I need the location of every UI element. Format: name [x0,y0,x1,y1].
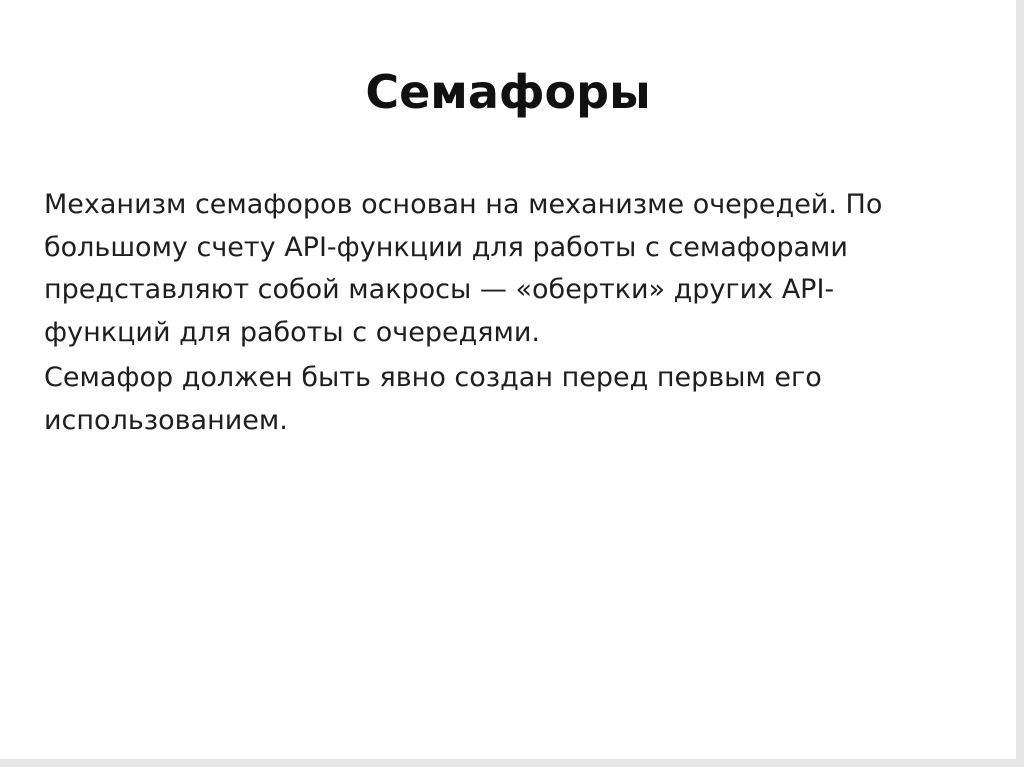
paragraph-line: представляют собой макросы — «обертки» других API- [44,274,835,305]
slide-title: Семафоры [365,65,651,119]
slide-body [44,184,974,445]
paragraph-line: большому счету API-функции для работы с семафорами [44,231,848,263]
paragraph-line: функций для работы с очередями. [44,316,540,348]
paragraph-line: Семафор должен быть явно создан перед первым его [44,362,822,393]
paragraph-line: использованием. [44,404,288,436]
paragraph-line: Механизм семафоров основан на механизме очередей. По [44,189,883,220]
paragraph-semaphore-creation [44,357,974,442]
paragraph-semaphore-mechanism [44,184,974,354]
